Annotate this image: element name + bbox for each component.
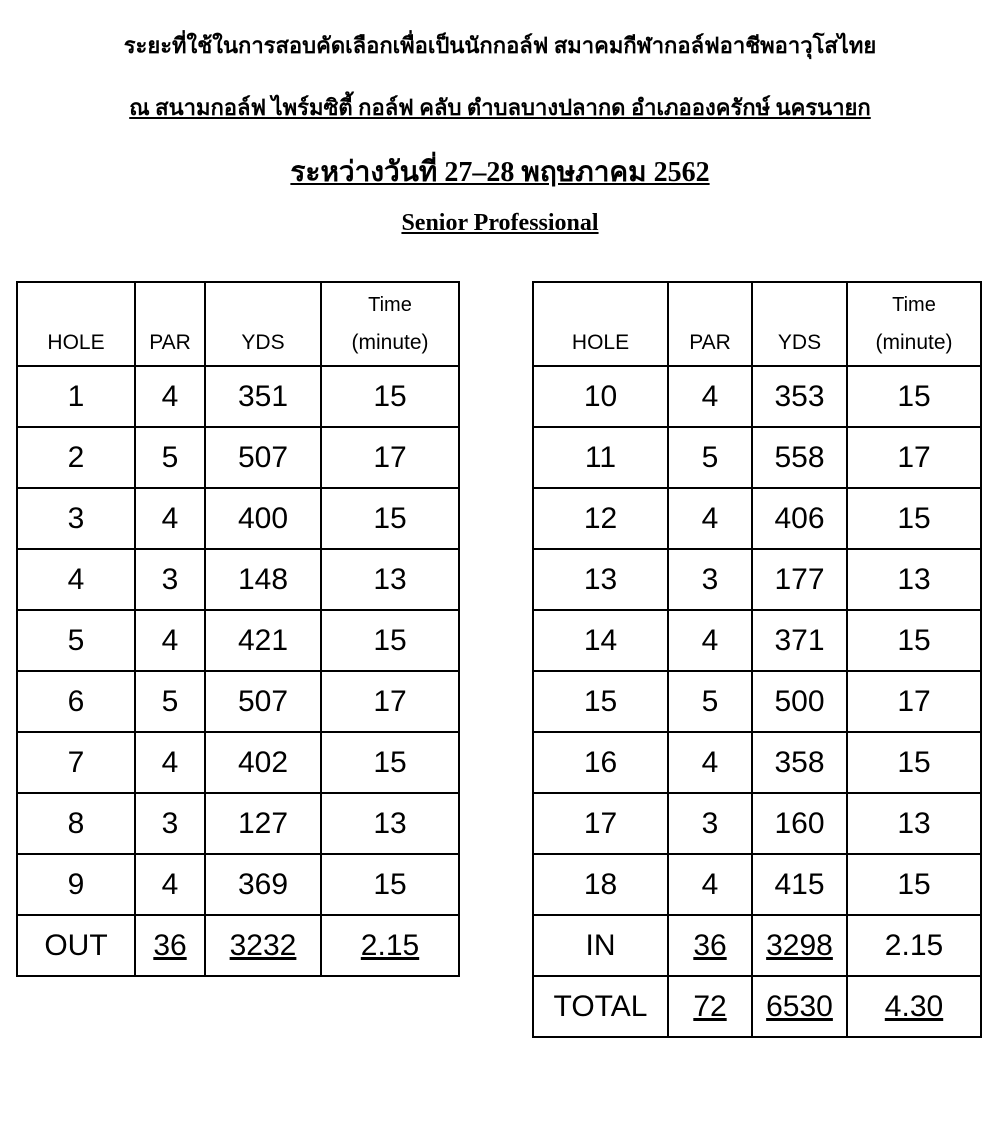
time-header-label: Time [892,294,936,316]
hole-row [533,427,981,488]
hole-time-cell: 15 [321,366,459,427]
hole-par-cell: 5 [135,427,205,488]
hole-hole-cell: 1 [17,366,135,427]
hole-row [17,732,459,793]
hole-time-cell: 15 [321,488,459,549]
hole-par-cell: 4 [668,366,752,427]
hole-time-cell: 17 [321,671,459,732]
hole-par-cell: 4 [135,854,205,915]
hole-hole-cell: 2 [17,427,135,488]
hole-hole-cell: 12 [533,488,668,549]
time-column-header [321,282,459,366]
in-par: 36 [668,915,752,976]
hole-time-cell: 15 [847,610,981,671]
hole-time-cell: 13 [321,549,459,610]
hole-row [533,549,981,610]
out-yds: 3232 [205,915,321,976]
hole-yds-cell: 507 [205,671,321,732]
in-label: IN [533,915,668,976]
hole-row [17,427,459,488]
hole-hole-cell: 15 [533,671,668,732]
hole-yds-cell: 177 [752,549,847,610]
hole-time-cell: 13 [847,549,981,610]
hole-row [17,854,459,915]
total-par: 72 [668,976,752,1037]
hole-hole-cell: 11 [533,427,668,488]
hole-yds-cell: 400 [205,488,321,549]
hole-par-cell: 3 [668,549,752,610]
hole-time-cell: 17 [847,427,981,488]
hole-hole-cell: 14 [533,610,668,671]
hole-time-cell: 13 [847,793,981,854]
out-par: 36 [135,915,205,976]
hole-par-cell: 4 [668,610,752,671]
hole-column-header: HOLE [533,282,668,366]
front-nine-table [16,281,460,977]
total-yds: 6530 [752,976,847,1037]
hole-par-cell: 5 [668,671,752,732]
hole-par-cell: 3 [135,793,205,854]
hole-row [533,488,981,549]
par-column-header: PAR [668,282,752,366]
hole-row [17,549,459,610]
header-row [533,282,981,366]
hole-yds-cell: 371 [752,610,847,671]
hole-par-cell: 3 [135,549,205,610]
hole-yds-cell: 351 [205,366,321,427]
hole-hole-cell: 5 [17,610,135,671]
yds-column-header: YDS [752,282,847,366]
in-time: 2.15 [847,915,981,976]
grand-total-row [533,976,981,1037]
hole-yds-cell: 353 [752,366,847,427]
hole-hole-cell: 8 [17,793,135,854]
hole-row [533,610,981,671]
hole-time-cell: 17 [847,671,981,732]
hole-yds-cell: 369 [205,854,321,915]
hole-par-cell: 4 [135,488,205,549]
total-label: TOTAL [533,976,668,1037]
total-time: 4.30 [847,976,981,1037]
hole-yds-cell: 507 [205,427,321,488]
hole-hole-cell: 9 [17,854,135,915]
hole-yds-cell: 406 [752,488,847,549]
hole-time-cell: 17 [321,427,459,488]
hole-hole-cell: 17 [533,793,668,854]
hole-yds-cell: 358 [752,732,847,793]
hole-par-cell: 3 [668,793,752,854]
venue-line: ณ สนามกอล์ฟ ไพร์มซิตี้ กอล์ฟ คลับ ตำบลบางปลากด อำเภอองครักษ์ นครนายก [129,95,871,120]
hole-par-cell: 4 [135,610,205,671]
category-title: Senior Professional [401,210,599,236]
hole-par-cell: 4 [135,732,205,793]
hole-yds-cell: 421 [205,610,321,671]
hole-row [533,366,981,427]
header-row [17,282,459,366]
time-header-unit: (minute) [875,331,953,354]
hole-yds-cell: 402 [205,732,321,793]
hole-row [533,671,981,732]
hole-par-cell: 4 [668,488,752,549]
hole-time-cell: 15 [321,732,459,793]
par-column-header: PAR [135,282,205,366]
hole-time-cell: 15 [321,854,459,915]
hole-yds-cell: 415 [752,854,847,915]
hole-time-cell: 15 [847,488,981,549]
hole-yds-cell: 558 [752,427,847,488]
hole-row [17,793,459,854]
in-yds: 3298 [752,915,847,976]
hole-time-cell: 13 [321,793,459,854]
hole-hole-cell: 13 [533,549,668,610]
time-header-unit: (minute) [351,331,429,354]
hole-hole-cell: 4 [17,549,135,610]
hole-row [533,854,981,915]
hole-column-header: HOLE [17,282,135,366]
hole-time-cell: 15 [847,366,981,427]
hole-yds-cell: 500 [752,671,847,732]
out-label: OUT [17,915,135,976]
hole-hole-cell: 3 [17,488,135,549]
hole-par-cell: 4 [668,732,752,793]
hole-yds-cell: 160 [752,793,847,854]
hole-hole-cell: 16 [533,732,668,793]
hole-row [533,732,981,793]
hole-hole-cell: 10 [533,366,668,427]
out-total-row [17,915,459,976]
in-total-row [533,915,981,976]
hole-par-cell: 4 [135,366,205,427]
hole-hole-cell: 6 [17,671,135,732]
back-nine-table [532,281,982,1038]
time-column-header [847,282,981,366]
hole-par-cell: 4 [668,854,752,915]
hole-time-cell: 15 [321,610,459,671]
hole-yds-cell: 148 [205,549,321,610]
hole-row [17,671,459,732]
time-header-label: Time [368,294,412,316]
hole-row [17,366,459,427]
hole-yds-cell: 127 [205,793,321,854]
document-title: ระยะที่ใช้ในการสอบคัดเลือกเพื่อเป็นนักกอล์ฟ สมาคมกีฬากอล์ฟอาชีพอาวุโสไทย [123,33,877,58]
yds-column-header: YDS [205,282,321,366]
hole-row [533,793,981,854]
hole-par-cell: 5 [135,671,205,732]
hole-par-cell: 5 [668,427,752,488]
hole-row [17,488,459,549]
date-line: ระหว่างวันที่ 27–28 พฤษภาคม 2562 [290,157,710,188]
hole-time-cell: 15 [847,732,981,793]
hole-hole-cell: 18 [533,854,668,915]
out-time: 2.15 [321,915,459,976]
hole-time-cell: 15 [847,854,981,915]
hole-row [17,610,459,671]
hole-hole-cell: 7 [17,732,135,793]
